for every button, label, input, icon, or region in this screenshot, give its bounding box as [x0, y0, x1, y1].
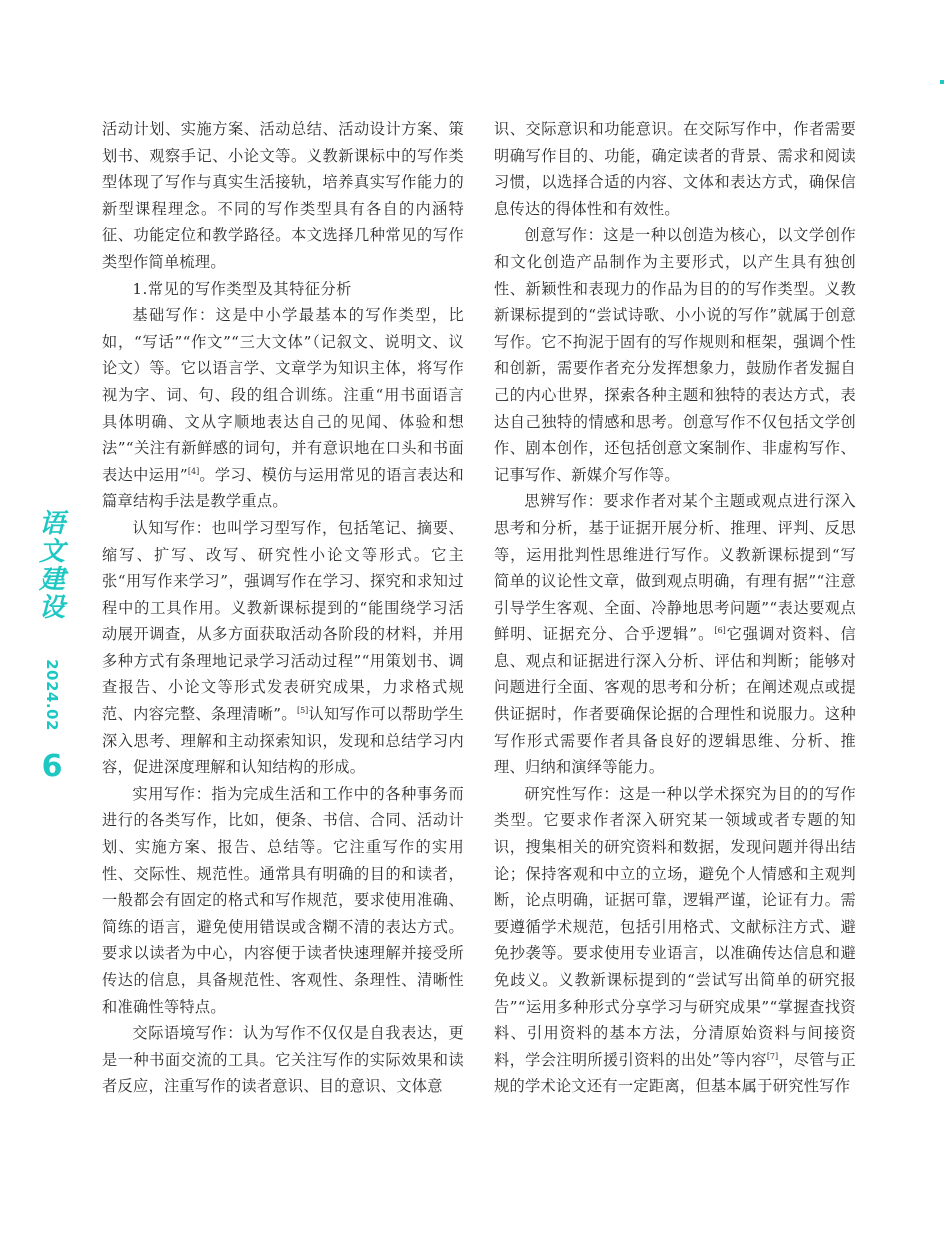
paragraph — [102, 781, 464, 1020]
journal-issue-text: 2024.02 — [43, 659, 61, 731]
corner-mark — [940, 80, 944, 84]
paragraph-text: ，尽管与正规的学术论文还有一定距离，但基本属于研究性写作 — [494, 1050, 856, 1096]
citation-ref: [7] — [766, 1051, 779, 1061]
citation-ref: [4] — [187, 466, 200, 476]
page-number: 6 — [41, 749, 63, 784]
section-heading — [102, 276, 464, 303]
paragraph-text: 认知写作：也叫学习型写作，包括笔记、摘要、缩写、扩写、改写、研究性小论文等形式。它主张“用写作来学习”，强调写作在学习、探究和求知过程中的工具作用。义教新课标提到的“能围绕学习活动展开调查，从多方面获取活动各阶段的材料，并用多种方式有条理地记录学习活动过程”“用策划书、调查报告、小论文等形式发表研究成果，力求格式规范、内容完整、条理清晰”。 — [102, 518, 464, 724]
paragraph-text: 思辨写作：要求作者对某个主题或观点进行深入思考和分析，基于证据开展分析、推理、评判、反思等，运用批判性思维进行写作。义教新课标提到“写简单的议论性文章，做到观点明确，有理有据”“注意引导学生客观、全面、冷静地思考问题”“表达要观点鲜明、证据充分、合乎逻辑”。 — [494, 492, 856, 644]
paragraph — [102, 116, 464, 276]
paragraph — [102, 1020, 464, 1100]
paragraph-text: 它强调对资料、信息、观点和证据进行深入分析、评估和判断；能够对问题进行全面、客观的思考和分析；在阐述观点或提供证据时，作者要确保论据的合理性和说服力。这种写作形式需要作者具备良好的逻辑思维、分析、推理、归纳和演绎等能力。 — [494, 625, 857, 777]
paragraph-text: 1.常见的写作类型及其特征分析 — [132, 279, 352, 298]
paragraph — [102, 302, 464, 515]
paragraph — [494, 116, 856, 222]
right-column — [494, 116, 856, 1100]
paragraph-text: 识、交际意识和功能意识。在交际写作中，作者需要明确写作目的、功能，确定读者的背景、需求和阅读习惯，以选择合适的内容、文体和表达方式，确保信息传达的得体性和有效性。 — [494, 120, 856, 218]
paragraph — [102, 515, 464, 781]
journal-sidebar — [30, 510, 74, 782]
journal-issue — [42, 652, 62, 738]
paragraph — [494, 781, 856, 1100]
paragraph-text: 交际语境写作：认为写作不仅仅是自我表达，更是一种书面交流的工具。它关注写作的实际效果和读者反应，注重写作的读者意识、目的意识、文体意 — [102, 1024, 464, 1096]
paragraph-text: 认知写作可以帮助学生深入思考、理解和主动探索知识，发现和总结学习内容，促进深度理解和认知结构的形成。 — [102, 705, 464, 777]
paragraph — [494, 222, 856, 488]
paragraph-text: 创意写作：这是一种以创造为核心，以文学创作和文化创造产品制作为主要形式，以产生具有独创性、新颖性和表现力的作品为目的的写作类型。义教新课标提到的“尝试诗歌、小小说的写作”就属于创意写作。它不拘泥于固有的写作规则和框架，强调个性和创新，需要作者充分发挥想象力，鼓励作者发掘自己的内心世界，探索各种主题和独特的表达方式，表达自己独特的情感和思考。创意写作不仅包括文学创作、剧本创作，还包括创意文案制作、非虚构写作、记事写作、新媒介写作等。 — [494, 226, 856, 484]
citation-ref: [5] — [296, 706, 309, 716]
left-column — [102, 116, 464, 1100]
paragraph-text: 活动计划、实施方案、活动总结、活动设计方案、策划书、观察手记、小论文等。义教新课标中的写作类型体现了写作与真实生活接轨，培养真实写作能力的新型课程理念。不同的写作类型具有各自的内涵特征、功能定位和教学路径。本文选择几种常见的写作类型作简单梳理。 — [102, 120, 464, 271]
paragraph-text: 。学习、模仿与运用常见的语言表达和篇章结构手法是教学重点。 — [102, 465, 464, 511]
paragraph-text: 研究性写作：这是一种以学术探究为目的的写作类型。它要求作者深入研究某一领域或者专题的知识，搜集相关的研究资料和数据，发现问题并得出结论；保持客观和中立的立场，避免个人情感和主观判断，论点明确，证据可靠，逻辑严谨，论证有力。需要遵循学术规范，包括引用格式、文献标注方式、避免抄袭等。要求使用专业语言，以准确传达信息和避免歧义。义教新课标提到的“尝试写出简单的研究报告”“运用多种形式分享学习与研究成果”“掌握查找资料、引用资料的基本方法，分清原始资料与间接资料，学会注明所援引资料的出处”等内容 — [494, 784, 856, 1069]
journal-name: 语文建设 — [38, 509, 65, 623]
paragraph — [494, 488, 856, 781]
citation-ref: [6] — [714, 626, 726, 636]
paragraph-text: 实用写作：指为完成生活和工作中的各种事务而进行的各类写作，比如，便条、书信、合同、活动计划、实施方案、报告、总结等。它注重写作的实用性、交际性、规范性。通常具有明确的目的和读者，一般都会有固定的格式和写作规范，要求使用准确、简练的语言，避免使用错误或含糊不清的表达方式。要求以读者为中心，内容便于读者快速理解并接受所传达的信息，具备规范性、客观性、条理性、清晰性和准确性等特点。 — [102, 784, 464, 1016]
paragraph-text: 基础写作：这是中小学最基本的写作类型，比如，“写话”“作文”“三大文体”（记叙文、说明文、议论文）等。它以语言学、文章学为知识主体，将写作视为字、词、句、段的组合训练。注重“用书面语言具体明确、文从字顺地表达自己的见闻、体验和想法”“关注有新鲜感的词句，并有意识地在口头和书面表达中运用” — [102, 306, 464, 484]
